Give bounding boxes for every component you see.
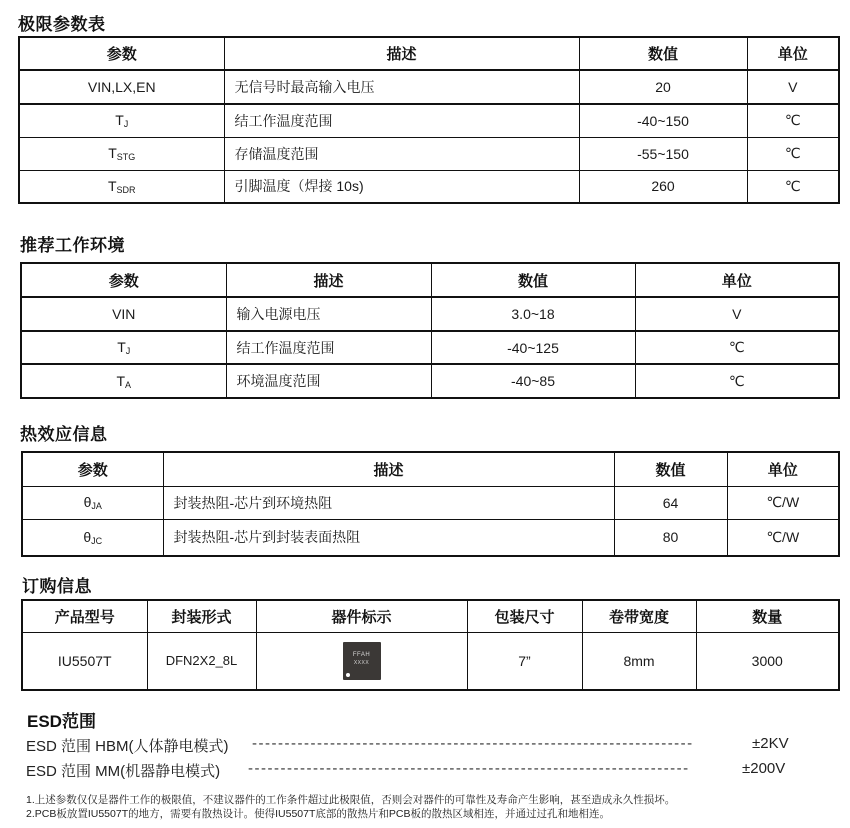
header-unit: 单位 — [635, 263, 839, 297]
unit-cell: ℃ — [747, 170, 839, 203]
param-cell: $\theta_{JC}$ — [22, 519, 163, 556]
dashed-leader: -------------------------------------------------------------------- — [248, 760, 690, 777]
table-row — [22, 486, 839, 519]
model-cell: IU5507T — [22, 632, 147, 690]
header-model: 产品型号 — [22, 600, 147, 632]
esd-title: ESD范围 — [27, 712, 96, 731]
desc-cell: 无信号时最高输入电压 — [224, 70, 579, 104]
desc-cell: 结工作温度范围 — [226, 331, 431, 364]
header-param: 参数 — [19, 37, 224, 70]
quantity-cell: 3000 — [696, 632, 839, 690]
desc-cell: 封装热阻-芯片到环境热阻 — [163, 486, 614, 519]
table-row — [21, 331, 839, 364]
pin1-dot-icon — [346, 673, 350, 677]
value-cell: -40~125 — [431, 331, 635, 364]
thermal-table — [21, 451, 840, 557]
header-marking: 器件标示 — [256, 600, 467, 632]
table-header-row — [22, 600, 839, 632]
note-2: 2.PCB板放置IU5507T的地方，需要有散热设计。使得IU5507T底部的散热片和PCB板的散热区域相连，并通过过孔和地相连。 — [26, 808, 610, 820]
table-row — [19, 70, 839, 104]
table-header-row — [21, 263, 839, 297]
desc-cell: 存储温度范围 — [224, 137, 579, 170]
ordering-table — [21, 599, 840, 691]
header-tape-width: 卷带宽度 — [582, 600, 696, 632]
unit-cell: ℃ — [635, 331, 839, 364]
table-row — [19, 137, 839, 170]
param-cell: $\theta_{JA}$ — [22, 486, 163, 519]
table-row — [21, 364, 839, 398]
header-unit: 单位 — [727, 452, 839, 486]
header-desc: 描述 — [224, 37, 579, 70]
unit-cell: ℃/W — [727, 486, 839, 519]
param-cell: $T_A$ — [21, 364, 226, 398]
table-row — [19, 170, 839, 203]
value-cell: -55~150 — [579, 137, 747, 170]
reel-size-cell: 7” — [467, 632, 582, 690]
recommended-title: 推荐工作环境 — [20, 236, 125, 255]
tape-width-cell: 8mm — [582, 632, 696, 690]
header-param: 参数 — [22, 452, 163, 486]
table-row — [21, 297, 839, 331]
param-cell: VIN,LX,EN — [19, 70, 224, 104]
param-cell: $T_J$ — [21, 331, 226, 364]
recommended-table — [20, 262, 840, 399]
value-cell: 64 — [614, 486, 727, 519]
param-cell: $T_{STG}$ — [19, 137, 224, 170]
table-row — [19, 104, 839, 137]
value-cell: -40~150 — [579, 104, 747, 137]
esd-hbm-row — [26, 735, 826, 755]
desc-cell: 输入电源电压 — [226, 297, 431, 331]
ordering-title: 订购信息 — [22, 577, 92, 596]
desc-cell: 环境温度范围 — [226, 364, 431, 398]
desc-cell: 结工作温度范围 — [224, 104, 579, 137]
chip-marking-image: FFAH XXXX — [343, 642, 381, 680]
esd-hbm-label: ESD 范围 HBM(人体静电模式) — [26, 738, 229, 755]
value-cell: -40~85 — [431, 364, 635, 398]
unit-cell: V — [747, 70, 839, 104]
unit-cell: ℃/W — [727, 519, 839, 556]
value-cell: 260 — [579, 170, 747, 203]
esd-hbm-value: ±2KV — [752, 735, 789, 752]
esd-mm-value: ±200V — [742, 760, 786, 777]
desc-cell: 引脚温度（焊接 10s) — [224, 170, 579, 203]
header-unit: 单位 — [747, 37, 839, 70]
unit-cell: ℃ — [747, 137, 839, 170]
abs-max-table — [18, 36, 840, 204]
table-row — [22, 632, 839, 690]
package-cell: DFN2X2_8L — [147, 632, 256, 690]
esd-mm-label: ESD 范围 MM(机器静电模式) — [26, 763, 221, 780]
param-cell: VIN — [21, 297, 226, 331]
thermal-title: 热效应信息 — [20, 425, 108, 444]
value-cell: 80 — [614, 519, 727, 556]
param-cell: $T_J$ — [19, 104, 224, 137]
dashed-leader: -------------------------------------------------------------------- — [252, 735, 694, 752]
table-header-row — [22, 452, 839, 486]
table-header-row — [19, 37, 839, 70]
value-cell: 3.0~18 — [431, 297, 635, 331]
unit-cell: ℃ — [635, 364, 839, 398]
unit-cell: V — [635, 297, 839, 331]
param-cell: $T_{SDR}$ — [19, 170, 224, 203]
abs-max-title: 极限参数表 — [18, 15, 106, 34]
header-package: 封装形式 — [147, 600, 256, 632]
header-desc: 描述 — [226, 263, 431, 297]
header-desc: 描述 — [163, 452, 614, 486]
table-row — [22, 519, 839, 556]
unit-cell: ℃ — [747, 104, 839, 137]
marking-cell — [256, 632, 467, 690]
desc-cell: 封装热阻-芯片到封装表面热阻 — [163, 519, 614, 556]
header-value: 数值 — [431, 263, 635, 297]
header-quantity: 数量 — [696, 600, 839, 632]
header-value: 数值 — [579, 37, 747, 70]
header-value: 数值 — [614, 452, 727, 486]
value-cell: 20 — [579, 70, 747, 104]
header-reel-size: 包装尺寸 — [467, 600, 582, 632]
esd-mm-row — [26, 760, 826, 780]
header-param: 参数 — [21, 263, 226, 297]
note-1: 1.上述参数仅仅是器件工作的极限值，不建议器件的工作条件超过此极限值，否则会对器件的可靠性及寿命产生影响，甚至造成永久性损坏。 — [26, 794, 676, 806]
